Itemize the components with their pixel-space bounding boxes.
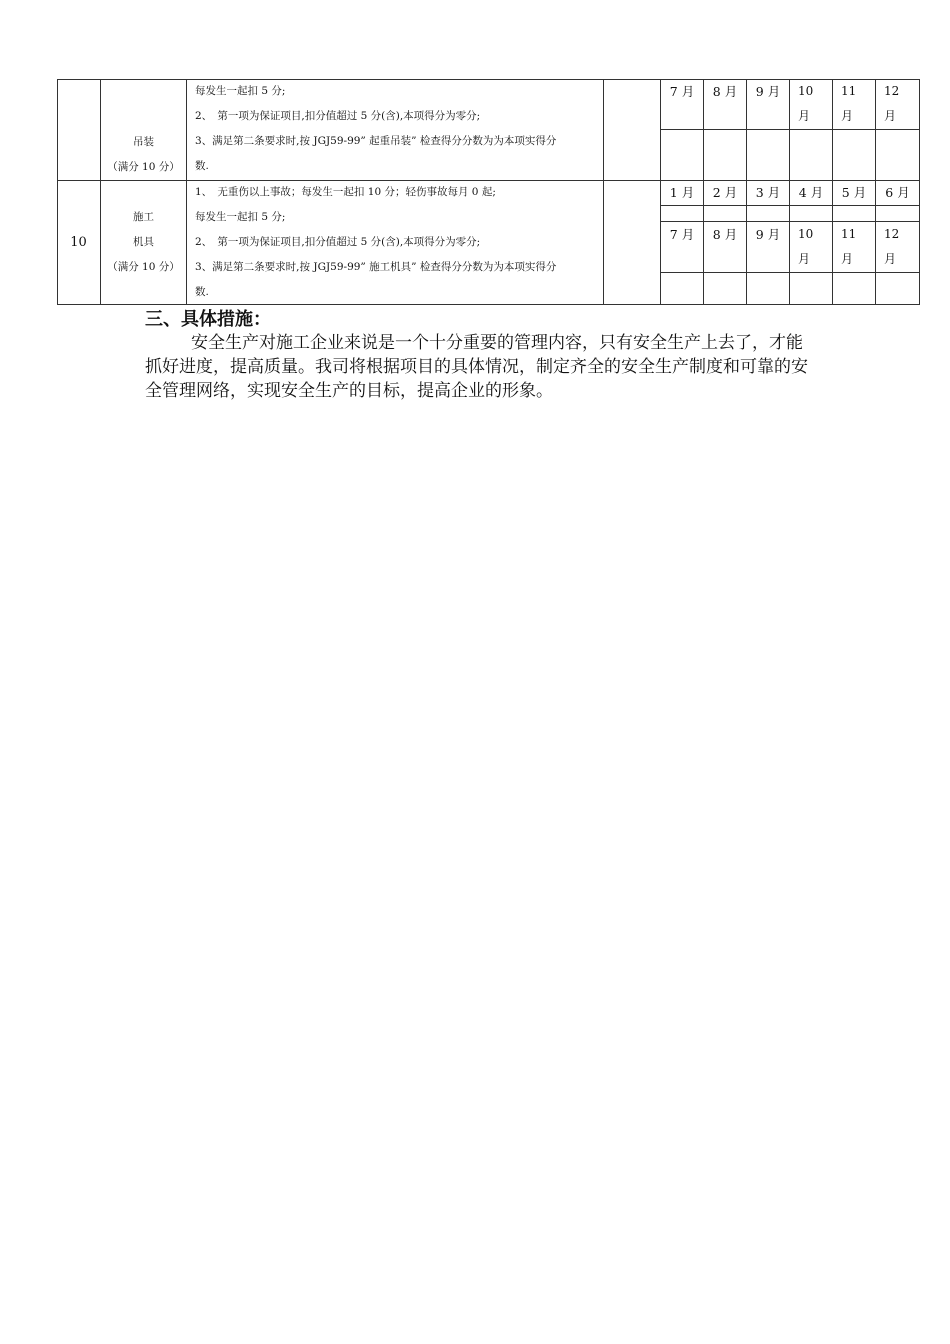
section-paragraph — [145, 331, 815, 403]
month-cell: 11 月 — [841, 227, 857, 266]
section-title: 三、具体措施： — [145, 309, 271, 330]
month-cell: 6 月 — [885, 185, 910, 200]
paragraph-text: 安全生产对施工企业来说是一个十分重要的管理内容，只有安全生产上去了，才能抓好进度，提高质量。我司将根据项目的具体情况，制定齐全的安全生产制度和可靠的安全管理网络，实现安全生产的目标，提高企业的形象。 — [145, 333, 808, 401]
month-cell: 9 月 — [755, 227, 781, 242]
item-score: （满分 10 分） — [107, 161, 180, 173]
item-name: 施工 — [133, 211, 154, 223]
rule-text: 2、 第一项为保证项目,扣分值超过 5 分(含),本项得分为零分; — [195, 110, 481, 122]
rule-text: 3、满足第二条要求时,按 JGJ59-99” 施工机具” 检查得分分数为为本项实得分 — [195, 261, 557, 273]
rule-text: 1、 无重伤以上事故；每发生一起扣 10 分；轻伤事故每月 0 起; — [195, 186, 496, 198]
rule-text: 数. — [195, 286, 209, 298]
month-cell: 3 月 — [755, 185, 781, 200]
month-cell: 2 月 — [712, 185, 738, 200]
month-grid-line — [660, 272, 920, 273]
rule-text: 2、 第一项为保证项目,扣分值超过 5 分(含),本项得分为零分; — [195, 236, 481, 248]
month-cell: 8 月 — [712, 84, 738, 99]
month-cell: 7 月 — [669, 84, 695, 99]
item-name: 吊装 — [133, 136, 154, 148]
row-number: 10 — [70, 235, 87, 250]
month-cell: 4 月 — [798, 185, 824, 200]
rule-text: 每发生一起扣 5 分; — [195, 211, 286, 223]
item-name: 机具 — [133, 236, 154, 248]
item-score: （满分 10 分） — [107, 261, 180, 273]
month-cell: 11 月 — [841, 84, 857, 123]
month-grid-line — [660, 129, 920, 130]
col-line — [603, 79, 604, 305]
month-cell: 9 月 — [755, 84, 781, 99]
month-cell: 10 月 — [798, 227, 814, 266]
month-cell: 8 月 — [712, 227, 738, 242]
month-cell: 1 月 — [669, 185, 695, 200]
month-cell: 10 月 — [798, 84, 814, 123]
month-cell: 7 月 — [669, 227, 695, 242]
month-cell: 12 月 — [884, 84, 900, 123]
rule-text: 3、满足第二条要求时,按 JGJ59-99” 起重吊装” 检查得分分数为为本项实得分 — [195, 135, 557, 147]
month-cell: 12 月 — [884, 227, 900, 266]
col-line — [186, 79, 187, 305]
rule-text: 数. — [195, 160, 209, 172]
month-cell: 5 月 — [841, 185, 867, 200]
month-grid-line — [660, 205, 920, 206]
rule-text: 每发生一起扣 5 分; — [195, 85, 286, 97]
col-line — [57, 79, 58, 305]
